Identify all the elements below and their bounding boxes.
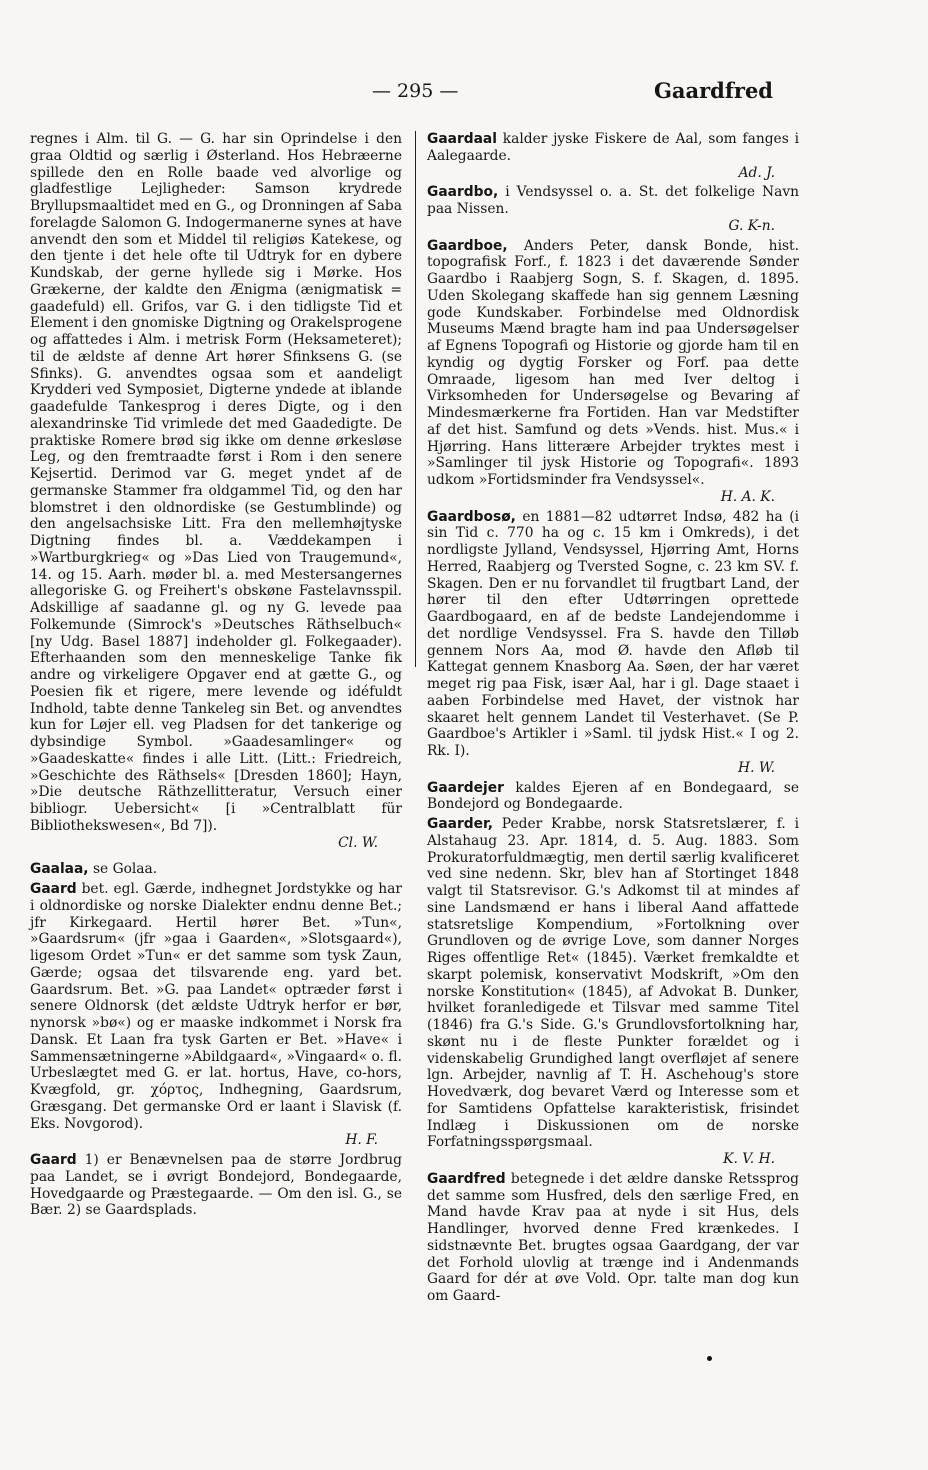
- page-number: — 295 —: [372, 80, 459, 102]
- entry-headword: Gaardbo,: [427, 184, 499, 201]
- entry-signature: K. V. H.: [723, 1151, 775, 1167]
- entry-continuation: [30, 131, 402, 851]
- entry-gaalaa: [30, 861, 402, 878]
- entry-text: 1) er Benævnelsen paa de større Jordbrug paa Landet, se i øvrigt Bondejord, Bondegaarde, Hovedgaarde og Præstegaarde. — Om den isl. G., se Bær. 2) se Gaardsplads.: [30, 1152, 403, 1219]
- entry-gaardboso: [427, 509, 799, 777]
- entry-text: en 1881—82 udtørret Indsø, 482 ha (i sin Tid c. 770 ha og c. 15 km i Omkreds), i det nordligste Jylland, Vendsyssel, Hjørring Amt, Horns Herred, Raabjerg og Tversted Sogne, c. 23 km SV. f. Skagen. Den er nu forvandlet til frugtbart Land, der hører til den efter Udtørringen oprettede Gaardbogaard, en af de bedste Landejendomme i det nordlige Vendsyssel. Fra S. havde den Tilløb gennem Nors Aa, mod Ø. havde den Afløb til Kattegat gennem Knasborg Aa. Søen, der har været meget rig paa Fisk, især Aal, har i gl. Dage staaet i aaben Forbindelse med Havet, der vistnok har skaaret helt gennem Landet til Vesterhavet. (Se P. Gaardboe's Artikler i »Saml. til jydsk Hist.« I og 2. Rk. I).: [427, 508, 799, 759]
- entry-text: bet. egl. Gærde, indhegnet Jordstykke og har i oldnordiske og norske Dialekter endnu denne Bet.; jfr Kirkegaard. Hertil hører Bet. »Tun«, »Gaardsrum« (jfr »gaa i Gaarden«, »Slotsgaard«), ligesom Ordet »Tun« er det samme som tysk Zaun, Gærde; ogsaa det tilsvarende eng. yard bet. Gaardsrum. Bet. »G. paa Landet« optræder først i senere Oldnorsk (det ældste Udtryk herfor er bør, nynorsk »bø«) og er maaske indkommet i Norsk fra Dansk. Et Laan fra tysk Garten er Bet. »Have« i Sammensætningerne »Abildgaard«, »Vingaard« o. fl. Urbeslægtet med G. er lat. hortus, Have, co-hors, Kvægfold, gr. χόρτος, Indhegning, Gaardsrum, Græsgang. Det germanske Ord er laant i Slavisk (f. Eks. Novgorod).: [30, 881, 402, 1132]
- right-column: [427, 131, 799, 1305]
- entry-headword: Gaardfred: [427, 1170, 506, 1187]
- entry-gaarder: [427, 816, 799, 1168]
- column-divider: [415, 131, 416, 667]
- entry-signature: H. A. K.: [720, 488, 775, 505]
- entry-headword: Gaarder,: [427, 816, 493, 832]
- entry-gaardbo: [427, 184, 799, 234]
- entry-text: kaldes Ejeren af en Bondegaard, se Bondejord og Bondegaarde.: [427, 779, 800, 813]
- entry-signature: G. K-n.: [728, 217, 775, 234]
- entry-text: kalder jyske Fiskere de Aal, som fanges i Aalegaarde.: [427, 131, 799, 164]
- entry-headword: Gaard: [30, 1152, 77, 1168]
- entry-text: i Vendsyssel o. a. St. det folkelige Navn paa Nissen.: [427, 184, 799, 217]
- entry-text: Peder Krabbe, norsk Statsretslærer, f. i Alstahaug 23. Apr. 1814, d. 5. Aug. 1883. Som Prokuratorfuldmægtig, men dertil særlig kvalificeret ved sine nedenn. Skr, blev han af Stortinget 1848 valgt til Statsrevisor. G.'s Adkomst til at mindes af sine Landsmænd er hans i liberal Aand affattede statsretslige Kompendium, »Fortolkning over Grundloven og de øvrige Love, som danner Norges Riges offentlige Ret« (1845). Værket fremkaldte et skarpt polemisk, konservativt Modskrift, »Om den norske Konstitution« (1845), af Advokat B. Dunker, hvilket foranledigede et Tilsvar med samme Titel (1846) fra G.'s Side. G.'s Grundlovsfortolkning har, skønt nu i de fleste Punkter forældet og i videnskabelig Grundighed langt overfløjet af senere lgn. Arbejder, navnlig af T. H. Aschehoug's store Hovedværk, dog bevaret Værd og Interesse som et for Samtidens Opfattelse karakteristisk, frisindet Indlæg i Diskussionen om de norske Forfatningsspørgsmaal.: [427, 816, 799, 1151]
- entry-gaard-1: [30, 881, 402, 1149]
- entry-headword: Gaalaa,: [30, 861, 89, 878]
- entry-headword: Gaardejer: [427, 779, 504, 796]
- entry-text: betegnede i det ældre danske Retssprog det samme som Husfred, dels den særlige Fred, en Mand havde Krav paa at nyde i sit Hus, dels Handlinger, hvorved denne Fred krænkedes. I sidstnævnte Bet. brugtes ogsaa Gaardgang, der var det Forhold ulovlig at trænge ind i Andenmands Gaard for dér at øve Vold. Opr. talte man dog kun om Gaard-: [427, 1170, 799, 1304]
- entry-headword: Gaardaal: [427, 131, 497, 147]
- entry-signature: H. F.: [345, 1132, 378, 1149]
- entry-text: regnes i Alm. til G. — G. har sin Oprindelse i den graa Oldtid og særlig i Østerland. Hos Hebræerne spillede den en Rolle baade ved alvorlige og gladfestlige Lejligheder: Samson krydrede Bryllupsmaaltidet med en G., og Dronningen af Saba forelagde Salomon G. Indogermanerne synes at have anvendt den som et Middel til religiøs Katekese, og den tjente i det hele ofte til Udtryk for en dybere Kundskab, der gerne hyllede sig i Mørke. Hos Grækerne, der kaldte den Ænigma (ænigmatisk = gaadefuld) ell. Grifos, var G. i den tidligste Tid et Element i den gnomiske Digtning og Orakelsprogene og affattedes i Alm. i metrisk Form (Heksameteret); til de ældste af denne Art hører Sfinksens G. (se Sfinks). G. anvendtes ogsaa som et aandeligt Krydderi ved Symposiet, Digterne yndede at iblande gaadefulde Tankesprog i deres Digte, og i den alexandrinske Tid vrimlede det med Gaadedigte. De praktiske Romere brød sig ikke om denne ørkesløse Leg, og den fremtraadte først i Rom i den senere Kejsertid. Derimod var G. meget yndet af de germanske Stammer fra oldgammel Tid, og den har blomstret i den oldnordiske (se Gestumblinde) og den angelsachsiske Litt. Fra den mellemhøjtyske Digtning findes bl. a. Væddekampen i »Wartburgkrieg« og »Das Lied von Traugemund«, 14. og 15. Aarh. møder bl. a. med Mestersangernes allegoriske G. og Freihert's obskøne Fastelavnsspil. Adskillige af saadanne gl. og ny G. levede paa Folkemunde (Simrock's »Deutsches Räthselbuch« [ny Udg. Basel 1887] indeholder gl. Folkegaader). Efterhaanden som den menneskelige Tanke fik andre og virkeligere Opgaver end at gætte G., og Poesien fik et rigere, mere levende og idéfuldt Indhold, tabte denne Tankeleg sin Bet. og anvendtes kun for Løjer ell. veg Pladsen for det tankerige og dybsindige Symbol. »Gaadesamlinger« og »Gaadeskatte« findes i alle Litt. (Litt.: Friedreich, »Geschichte des Räthsels« [Dresden 1860]; Hayn, »Die deutsche Räthzellitteratur, Versuch einer bibliogr. Uebersicht« [i »Centralblatt für Bibliothekswesen«, Bd 7]).: [30, 131, 402, 834]
- ink-dot: [707, 1356, 712, 1361]
- left-column: [30, 131, 402, 1219]
- entry-headword: Gaard: [30, 881, 77, 897]
- entry-gaardejer: [427, 780, 799, 814]
- entry-signature: H. W.: [738, 759, 775, 776]
- page-header: [0, 76, 928, 110]
- entry-gaardboe: [427, 238, 799, 506]
- entry-gaardfred: [427, 1171, 799, 1305]
- entry-gaardaal: [427, 131, 799, 181]
- entry-signature: Cl. W.: [338, 834, 378, 851]
- entry-text: Anders Peter, dansk Bonde, hist. topografisk Forf., f. 1823 i det daværende Sønder Gaardbo i Raabjerg Sogn, S. f. Skagen, d. 1895. Uden Skolegang skaffede han sig gennem Læsning gode Kundskaber. Forbindelse med Oldnordisk Museums Mænd bragte ham ind paa Undersøgelser af Egnens Topografi og Historie og gjorde ham til en kyndig og dygtig Forsker og Forf. paa dette Omraade, ligesom han med Iver deltog i Virksomheden for Undersøgelse og Bevaring af Mindesmærkerne fra Fortiden. Han var Medstifter af det hist. Samfund og dets »Vends. hist. Mus.« i Hjørring. Hans litterære Arbejder tryktes mest i »Samlinger til jysk Historie og Topografi«. 1893 udkom »Fortidsminder fra Vendsyssel«.: [427, 237, 799, 488]
- entry-headword: Gaardboe,: [427, 237, 508, 254]
- entry-headword: Gaardbosø,: [427, 508, 516, 525]
- entry-text: se Golaa.: [92, 861, 158, 878]
- entry-signature: Ad. J.: [738, 164, 775, 181]
- entry-gaard-2: [30, 1152, 402, 1219]
- running-head: Gaardfred: [653, 78, 773, 103]
